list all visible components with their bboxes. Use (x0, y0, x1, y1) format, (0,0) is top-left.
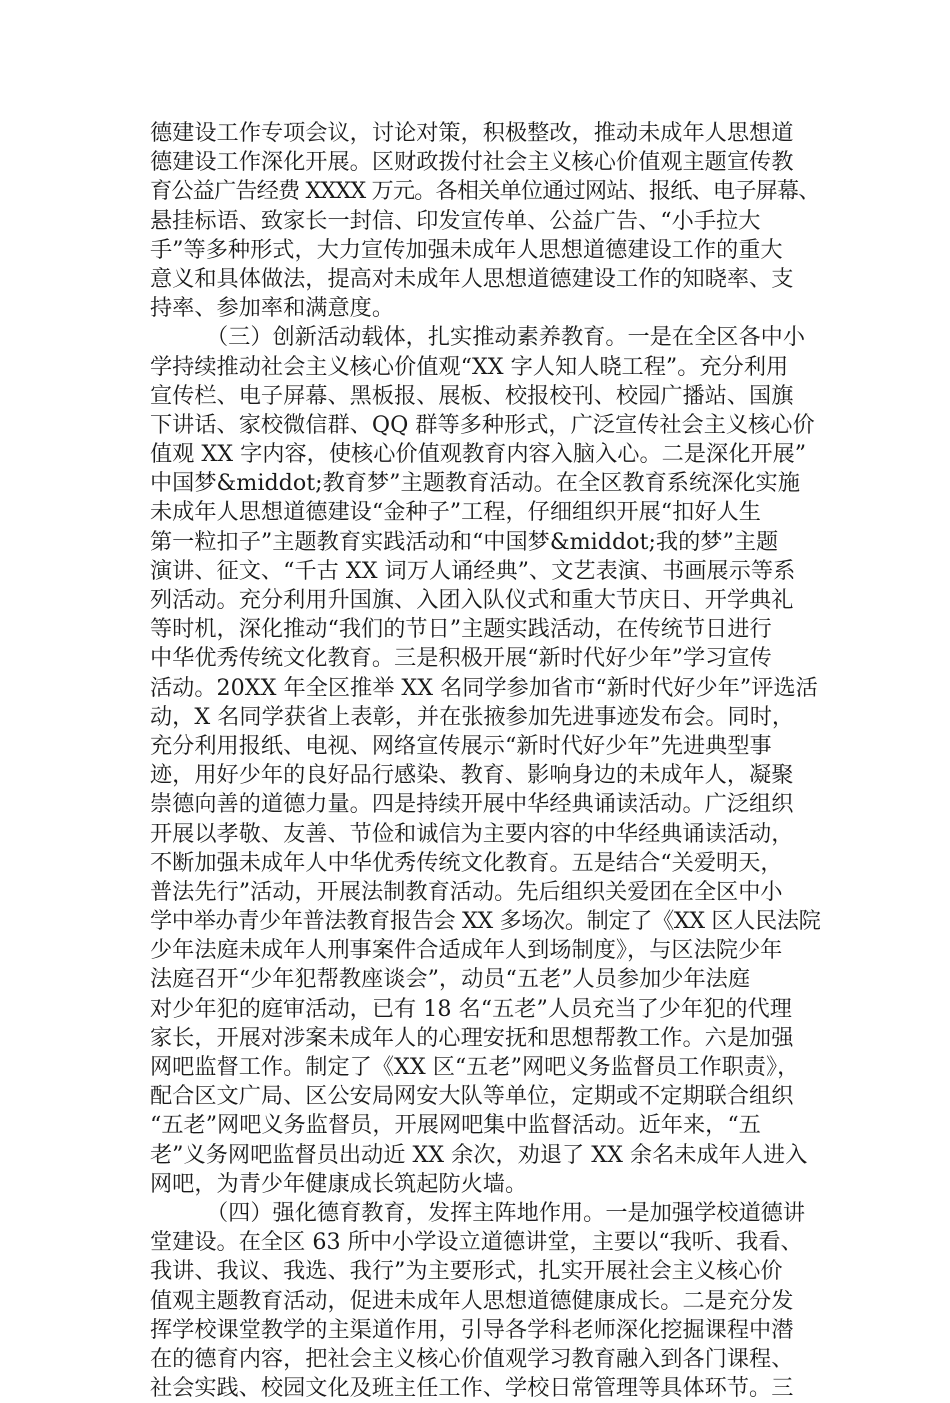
text-line: 意义和具体做法，提高对未成年人思想道德建设工作的知晓率、支 (150, 265, 794, 292)
text-line: 少年法庭未成年人刑事案件合适成年人到场制度》，与区法院少年 (150, 937, 783, 964)
text-line: 持率、参加率和满意度。 (150, 295, 395, 322)
text-line: 我讲、我议、我选、我行”为主要形式，扎实开展社会主义核心价 (150, 1258, 783, 1285)
text-line: 动，X 名同学获省上表彰，并在张掖参加先进事迹发布会。同时， (150, 703, 795, 730)
text-line: 网吧监督工作。制定了《XX 区“五老”网吧义务监督员工作职责》， (150, 1054, 800, 1080)
text-line: 德建设工作专项会议，讨论对策，积极整改，推动未成年人思想道 (150, 120, 794, 146)
text-line: 中国梦&middot;教育梦”主题教育活动。在全区教育系统深化实施 (150, 470, 800, 497)
text-line: 悬挂标语、致家长一封信、印发宣传单、公益广告、“小手拉大 (150, 207, 761, 234)
text-line: 迹，用好少年的良好品行感染、教育、影响身边的未成年人，凝聚 (150, 762, 794, 789)
text-line: 宣传栏、电子屏幕、黑板报、展板、校报校刊、校园广播站、国旗 (150, 382, 794, 409)
text-line: 不断加强未成年人中华优秀传统文化教育。五是结合“关爱明天， (150, 849, 783, 876)
text-line: 学持续推动社会主义核心价值观“XX 字人知人晓工程”。充分利用 (150, 353, 789, 380)
text-line: 等时机，深化推动“我们的节日”主题实践活动，在传统节日进行 (150, 616, 772, 643)
text-line: 社会实践、校园文化及班主任工作、学校日常管理等具体环节。三 (150, 1375, 794, 1402)
text-line: 老”义务网吧监督员出动近 XX 余次，劝退了 XX 余名未成年人进入 (150, 1141, 808, 1168)
text-line: 活动。20XX 年全区推举 XX 名同学参加省市“新时代好少年”评选活 (150, 674, 818, 701)
text-line: 堂建设。在全区 63 所中小学设立道德讲堂，主要以“我听、我看、 (150, 1229, 803, 1256)
text-line: “五老”网吧义务监督员，开展网吧集中监督活动。近年来，“五 (150, 1112, 761, 1139)
text-line: 中华优秀传统文化教育。三是积极开展“新时代好少年”学习宣传 (150, 645, 772, 672)
text-line: 未成年人思想道德建设“金种子”工程，仔细组织开展“扣好人生 (150, 499, 761, 526)
text-line: 第一粒扣子”主题教育实践活动和“中国梦&middot;我的梦”主题 (150, 528, 779, 555)
text-line: 开展以孝敬、友善、节俭和诚信为主要内容的中华经典诵读活动， (150, 820, 794, 847)
text-line: 对少年犯的庭审活动，已有 18 名“五老”人员充当了少年犯的代理 (150, 995, 792, 1022)
text-line: 法庭召开“少年犯帮教座谈会”，动员“五老”人员参加少年法庭 (150, 966, 751, 993)
text-line: 值观 XX 字内容，使核心价值观教育内容入脑入心。二是深化开展” (150, 441, 807, 468)
text-line: 育公益广告经费 XXXX 万元。各相关单位通过网站、报纸、电子屏幕、 (150, 178, 820, 205)
paragraph-first-line: （四）强化德育教育，发挥主阵地作用。一是加强学校道德讲 (206, 1199, 806, 1226)
text-line: 家长，开展对涉案未成年人的心理安抚和思想帮教工作。六是加强 (150, 1024, 794, 1051)
text-line: 学中举办青少年普法教育报告会 XX 多场次。制定了《XX 区人民法院 (150, 908, 821, 935)
text-line: 值观主题教育活动，促进未成年人思想道德健康成长。二是充分发 (150, 1287, 794, 1314)
text-line: 下讲话、家校微信群、QQ 群等多种形式，广泛宣传社会主义核心价 (150, 411, 815, 438)
text-line: 普法先行”活动，开展法制教育活动。先后组织关爱团在全区中小 (150, 878, 783, 905)
text-line: 网吧，为青少年健康成长筑起防火墙。 (150, 1170, 528, 1197)
document-body (150, 119, 820, 1403)
text-line: 演讲、征文、“千古 XX 词万人诵经典”、文艺表演、书画展示等系 (150, 557, 796, 584)
text-line: 手”等多种形式，大力宣传加强未成年人思想道德建设工作的重大 (150, 236, 783, 263)
text-line: 列活动。充分利用升国旗、入团入队仪式和重大节庆日、开学典礼 (150, 587, 794, 613)
text-line: 在的德育内容，把社会主义核心价值观学习教育融入到各门课程、 (150, 1345, 794, 1372)
text-line: 充分利用报纸、电视、网络宣传展示“新时代好少年”先进典型事 (150, 732, 772, 759)
text-line: 德建设工作深化开展。区财政拨付社会主义核心价值观主题宣传教 (150, 149, 794, 176)
text-line: 配合区文广局、区公安局网安大队等单位，定期或不定期联合组织 (150, 1083, 794, 1110)
text-line: 崇德向善的道德力量。四是持续开展中华经典诵读活动。广泛组织 (150, 791, 794, 818)
paragraph-first-line: （三）创新活动载体，扎实推动素养教育。一是在全区各中小 (206, 324, 806, 351)
text-line: 挥学校课堂教学的主渠道作用，引导各学科老师深化挖掘课程中潜 (150, 1316, 794, 1343)
